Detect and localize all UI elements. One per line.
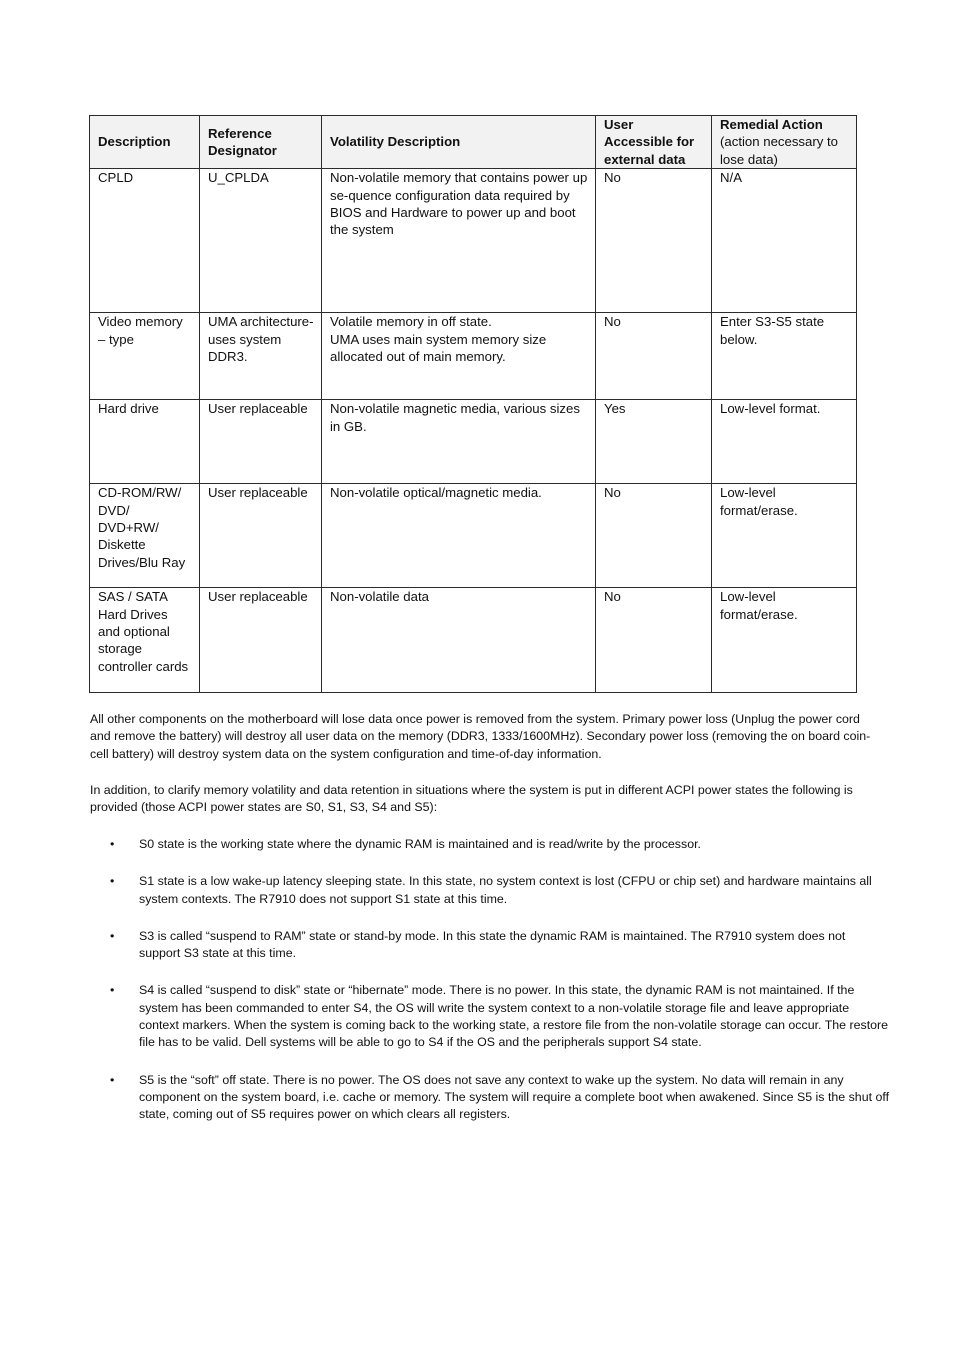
cell-user-accessible: No — [596, 313, 712, 400]
list-item-text: S3 is called “suspend to RAM” state or stand-by mode. In this state the dynamic RAM is maintained. The R7910 system does not support S3 state at this time. — [139, 928, 846, 961]
cell-volatility: Non-volatile optical/magnetic media. — [322, 484, 596, 588]
cell-reference: UMA architecture-uses system DDR3. — [200, 313, 322, 400]
table-row — [90, 169, 857, 313]
header-remedial-action — [712, 116, 857, 169]
cell-description: CD-ROM/RW/ DVD/ DVD+RW/ Diskette Drives/Blu Ray — [90, 484, 200, 588]
header-description: Description — [90, 116, 200, 169]
cell-remedial: Enter S3-S5 state below. — [712, 313, 857, 400]
cell-volatility: Non-volatile magnetic media, various sizes in GB. — [322, 400, 596, 484]
cell-user-accessible: No — [596, 169, 712, 313]
cell-reference: User replaceable — [200, 400, 322, 484]
cell-user-accessible: No — [596, 588, 712, 693]
bullet-icon: • — [110, 928, 115, 943]
list-item — [90, 836, 890, 853]
acpi-intro-paragraph: In addition, to clarify memory volatility and data retention in situations where the system is put in different ACPI power states the following is provided (those ACPI power states are S0, S1, S3, S4 and S5): — [90, 783, 853, 815]
cell-remedial: N/A — [712, 169, 857, 313]
list-item-text: S4 is called “suspend to disk” state or “hibernate” mode. There is no power. In this state, the dynamic RAM is not maintained. If the system has been commanded to enter S4, the OS will write the system context to a non-volatile storage file and leave appropriate context markers. When the system is coming back to the working state, a restore file from the non-volatile storage can occur. The restore file has to be valid. Dell systems will be able to go to S4 if the OS and the peripherals support S4 state. — [139, 983, 889, 1050]
table-header-row — [90, 116, 857, 169]
acpi-states-list — [90, 836, 890, 1124]
list-item — [90, 982, 890, 1051]
cell-reference: U_CPLDA — [200, 169, 322, 313]
cell-remedial: Low-level format. — [712, 400, 857, 484]
header-user-accessible: User Accessible for external data — [596, 116, 712, 169]
memory-volatility-table — [89, 115, 857, 693]
cell-reference: User replaceable — [200, 588, 322, 693]
list-item — [90, 928, 890, 963]
list-item-text: S5 is the “soft” off state. There is no power. The OS does not save any context to wake up the system. No data will remain in any component on the system board, i.e. cache or memory. The system will require a complete boot when awakened. Since S5 is the shut off state, coming out of S5 requires power on which clears all registers. — [139, 1072, 890, 1122]
bullet-icon: • — [110, 983, 115, 998]
cell-volatility: Non-volatile memory that contains power up se-quence configuration data required by BIOS and Hardware to power up and boot the system — [322, 169, 596, 313]
cell-volatility: Non-volatile data — [322, 588, 596, 693]
list-item-text: S0 state is the working state where the dynamic RAM is maintained and is read/write by the processor. — [139, 837, 701, 851]
cell-remedial: Low-level format/erase. — [712, 484, 857, 588]
bullet-icon: • — [110, 874, 115, 889]
header-volatility-description: Volatility Description — [322, 116, 596, 169]
cell-user-accessible: Yes — [596, 400, 712, 484]
cell-user-accessible: No — [596, 484, 712, 588]
cell-remedial: Low-level format/erase. — [712, 588, 857, 693]
cell-description: Hard drive — [90, 400, 200, 484]
list-item — [90, 1072, 890, 1124]
bullet-icon: • — [110, 1072, 115, 1087]
table-row — [90, 484, 857, 588]
table-row — [90, 400, 857, 484]
cell-description: SAS / SATA Hard Drives and optional storage controller cards — [90, 588, 200, 693]
bullet-icon: • — [110, 837, 115, 851]
cell-volatility: Volatile memory in off state. UMA uses main system memory size allocated out of main memory. — [322, 313, 596, 400]
cell-description: Video memory – type — [90, 313, 200, 400]
header-remedial-action-title: Remedial Action — [720, 117, 823, 132]
list-item — [90, 873, 890, 908]
table-row — [90, 313, 857, 400]
cell-reference: User replaceable — [200, 484, 322, 588]
cell-description: CPLD — [90, 169, 200, 313]
table-row — [90, 588, 857, 693]
header-remedial-action-note: (action necessary to lose data) — [720, 134, 839, 167]
power-loss-paragraph: All other components on the motherboard will lose data once power is removed from the system. Primary power loss (Unplug the power cord and remove the battery) will destroy all user data on the memory (DDR3, 1333/1600MHz). Secondary power loss (removing the on board coin-cell battery) will destroy system data on the system configuration and time-of-day information. — [90, 712, 871, 761]
header-reference-designator: Reference Designator — [200, 116, 322, 169]
list-item-text: S1 state is a low wake-up latency sleeping state. In this state, no system context is lost (CFPU or chip set) and hardware maintains all system contexts. The R7910 does not support S1 state at this time. — [139, 874, 872, 906]
